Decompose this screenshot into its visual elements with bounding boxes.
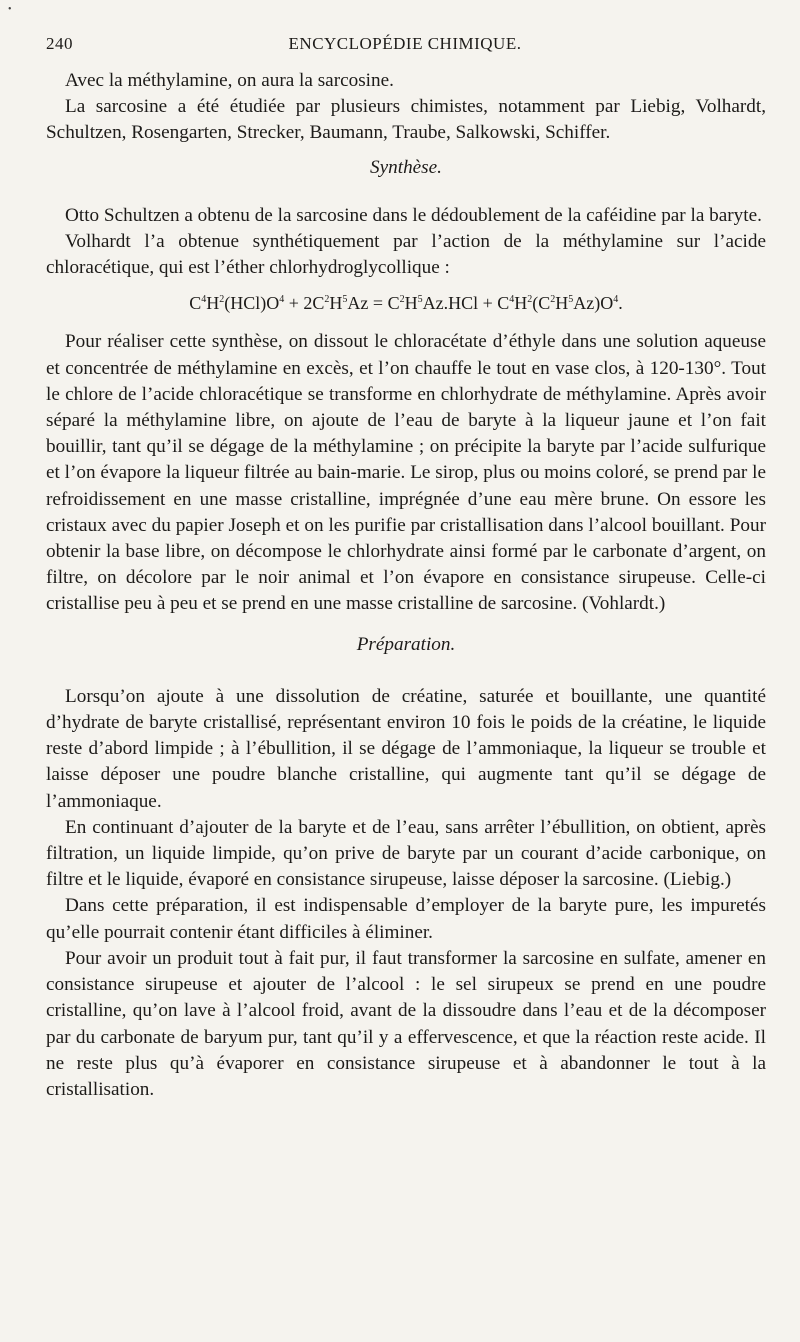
preparation-paragraph-1: Lorsqu’on ajoute à une dissolution de créatine, saturée et bouillante, une quantité d’hydrate de baryte cristallisé, représentant environ 10 fois le poids de la créatine, le liquide reste d’abord limpide ; à l’ébullition, il se dégage de l’ammoniaque, la liqueur se trouble et laisse déposer une poudre blanche cristalline, qui augmente tant qu’il se dégage de l’ammoniaque.: [46, 685, 766, 812]
printing-speck: •: [8, 4, 12, 15]
synthese-procedure-paragraph: Pour réaliser cette synthèse, on dissout le chloracétate d’éthyle dans une solution aqueuse et concentrée de méthylamine en excès, et l’on chauffe le tout en vase clos, à 120-130°. Tout le chlore de l’acide chloracétique se transforme en chlorhydrate de méthylamine. Après avoir séparé la méthylamine libre, on ajoute de l’eau de baryte à la liqueur jaune et l’on fait bouillir, tant qu’il se dégage de la méthylamine ; on précipite la baryte par l’acide sulfurique et l’on évapore la liqueur filtrée au bain-marie. Le sirop, plus ou moins coloré, se prend par le refroidissement en une masse cristalline, imprégnée d’une eau mère brune. On essore les cristaux avec du papier Joseph et on les purifie par cristallisation dans l’alcool bouillant. Pour obtenir la base libre, on décompose le chlorhydrate ainsi formé par le carbonate d’argent, on filtre, on décolore par le noir animal et l’on évapore en consistance sirupeuse. Celle-ci cristallise peu à peu et se prend en une masse cristalline de sarcosine. (Vohlardt.): [46, 331, 766, 615]
synthese-paragraph-1: Otto Schultzen a obtenu de la sarcosine dans le dédoublement de la caféidine par la baryte.: [65, 204, 762, 226]
chemical-equation: $C^4H^2(HCl)O^4 + 2C^2H^5Az = C^2H^5Az.HCl + C^4H^2(C^2H^5Az)O^4$.: [189, 293, 623, 314]
preparation-paragraph-2: En continuant d’ajouter de la baryte et de l’eau, sans arrêter l’ébullition, on obtient, après filtration, un liquide limpide, qu’on prive de baryte par un courant d’acide carbonique, on filtre et le liquide, évaporé en consistance sirupeuse, laisse déposer la sarcosine. (Liebig.): [46, 816, 766, 891]
synthese-paragraph-2: Volhardt l’a obtenue synthétiquement par l’action de la méthylamine sur l’acide chloracétique, qui est l’éther chlorhydroglycollique :: [46, 231, 766, 279]
page-header: [46, 34, 764, 56]
running-head: ENCYCLOPÉDIE CHIMIQUE.: [288, 34, 522, 53]
preparation-paragraph-4: Pour avoir un produit tout à fait pur, il faut transformer la sarcosine en sulfate, amener en consistance sirupeuse et ajouter de l’alcool : le sel sirupeux se prend en une poudre cristalline, qu’on lave à l’alcool froid, avant de la dissoudre dans l’eau et de la décomposer par du carbonate de baryum pur, tant qu’il y a effervescence, et que la réaction reste acide. Il ne reste plus qu’à évaporer en consistance sirupeuse et à abandonner le tout à la cristallisation.: [46, 947, 766, 1100]
page-body: [46, 68, 766, 1103]
intro-paragraph-2: La sarcosine a été étudiée par plusieurs chimistes, notamment par Liebig, Volhardt, Schultzen, Rosengarten, Strecker, Baumann, Traube, Salkowski, Schiffer.: [46, 96, 766, 144]
intro-paragraph-1: Avec la méthylamine, on aura la sarcosine.: [65, 70, 394, 91]
section-heading-preparation: Préparation.: [356, 633, 456, 655]
section-heading-synthese: Synthèse.: [370, 156, 442, 178]
preparation-paragraph-3: Dans cette préparation, il est indispensable d’employer de la baryte pure, les impuretés qu’elle pourrait contenir étant difficiles à éliminer.: [46, 895, 766, 943]
page-number: 240: [46, 34, 73, 53]
